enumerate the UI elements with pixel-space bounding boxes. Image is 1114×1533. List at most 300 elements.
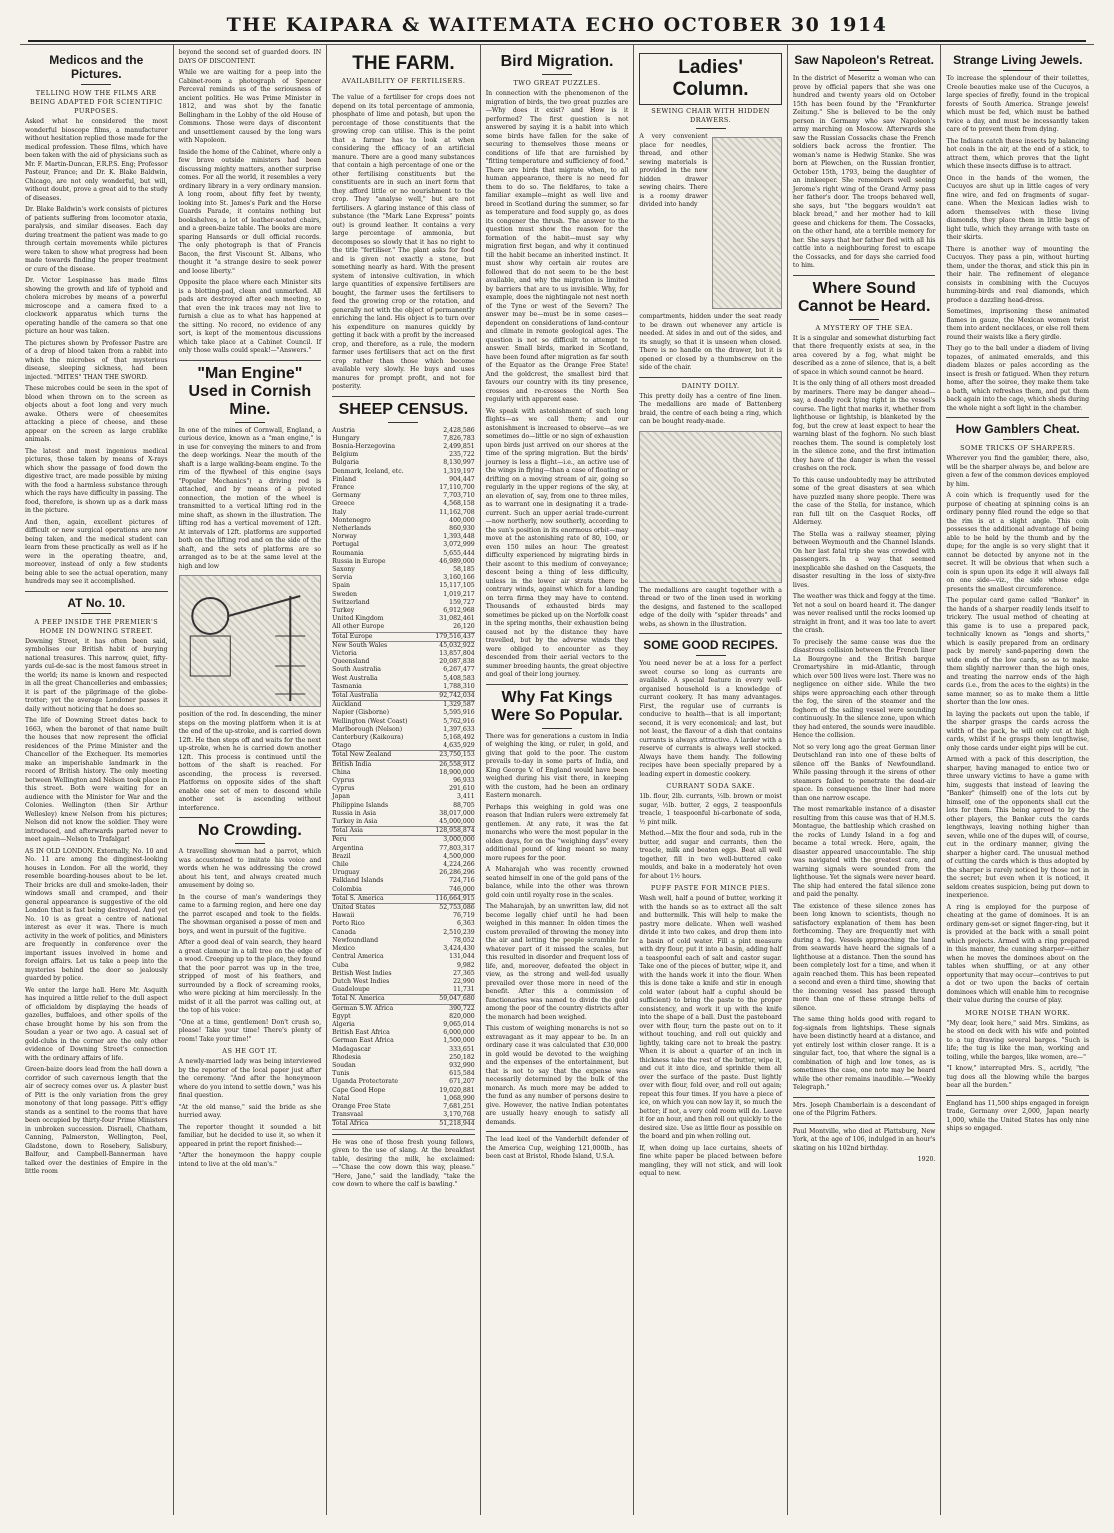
census-row (332, 666, 475, 674)
paragraph: The most remarkable instance of a disaster resulting from this cause was that of H.M.S. Montague, the battleship which crashed on the rocks of Lundy Island in a fog and became a total wreck. Here, again, the disaster appeared unaccountable. The ship was navigated with the greatest care, and warning signals were sounded from the lighthouse. Yet the signals were never heard. The ship had entered the fatal silence zone and paid the penalty. (792, 806, 936, 898)
census-country: New South Wales (332, 641, 388, 649)
census-row (332, 650, 475, 658)
subheadline: AS HE GOT IT. (222, 1047, 278, 1055)
census-country: Orange Free State (332, 1102, 391, 1110)
census-row (332, 937, 475, 945)
census-country: Italy (332, 508, 347, 516)
census-row (332, 701, 475, 710)
paragraph: In connection with the phenomenon of the migration of birds, the two great puzzles are—Why does it exist? and How is it performed? The first question is not answered by saying it is a habit into which some birds have fallen for the sake of securing to themselves those means or conditions of life that are furnished by "fitting temperature and sufficiency of food." There are birds that migrate when, to all human appearance, there is no need for them to do so. The fieldfares, to take a familiar example—might as well live and breed in Scotland during the summer, so far as temperature and food supply go, as does its congener the thrush. The answer to the question must show the reason for the formation of the habit—must say why migration first began, and why it continued till the habit became an inherited instinct. It must show why certain air routes are followed that do not seem to be the best available, and why the migration is limited by barriers that are to us invisible. Why, for example, does the nightingale not nest north of the Tyne or west of the Severn? The answer may be—must be in some cases—dependent on considerations of land-contour and climate in remote geological ages. The question is not so difficult to attempt to answer. Small birds, marked in Scotland, have been found after migration as far south of the Equator as the Orange Free State! And the goldcrest, the smallest bird that favours our country with its tiny presence, crosses and re-crosses the North Sea regularly with apparent ease. (485, 90, 629, 403)
census-country: Saxony (332, 565, 355, 573)
section-divider (486, 1131, 629, 1132)
census-country: Uganda Protectorate (332, 1078, 399, 1086)
census-country: South Australia (332, 666, 381, 674)
divider (81, 84, 111, 85)
census-value: 46,989,000 (439, 557, 475, 565)
census-row (332, 591, 475, 599)
census-row (332, 1013, 475, 1021)
paragraph: The Stella was a railway steamer, plying between Weymouth and the Channel Islands. On her last fatal trip she was crowded with passengers. In a way that seemed inexplicable she dashed on the Casquets, the disaster resulting in the loss of sixty-five lives. (792, 530, 936, 589)
census-value: 26,558,912 (439, 760, 475, 768)
census-row (332, 484, 475, 492)
paragraph: We enter the large hall. Here Mr. Asquith has inquired a little relief to the dull aspect of officialdom by displaying the heads of gazelles, buffaloes, and other spoils of the chase brought home by his son from the Soudan a year or two ago. A casual set of gold-clubs in the corner are the only other evidence of Downing Street's connection with the ordinary affairs of life. (25, 986, 168, 1062)
census-value: 1,397,633 (443, 725, 475, 733)
census-value: 5,595,916 (443, 709, 475, 717)
census-value: 1,068,990 (443, 1094, 475, 1102)
census-row (332, 861, 475, 869)
paragraph: A ring is employed for the purpose of cheating at the game of dominoes. It is an ordinary gem-set or signet finger-ring, but it is provided at the back with a small point which projects. Armed with a ring prepared in this manner, the cunning sharper—either when he moves the dominoes about on the tables when shuffling, or at any other opportunity that may occur—contrives to put a dot or two upon the backs of certain dominoes which will enable him to recognise their value during the course of play. (946, 903, 1090, 1004)
census-value: 58,185 (453, 565, 475, 573)
divider (235, 422, 265, 423)
census-total-value: 179,516,437 (426, 632, 475, 641)
subheadline: SEWING CHAIR WITH HIDDEN DRAWERS. (651, 107, 770, 124)
census-country: Bulgaria (332, 459, 359, 467)
census-country: Transvaal (332, 1111, 363, 1119)
census-country: Madagascar (332, 1045, 371, 1053)
census-value: 31,082,461 (439, 615, 475, 623)
census-row (332, 742, 475, 751)
census-value: 27,365 (453, 969, 475, 977)
census-value: 7,703,710 (443, 492, 475, 500)
paragraph: It is a singular and somewhat disturbing fact that there frequently exists at sea, in the area covered by a fog, what might be described as a zone of silence, that is, a belt of space in which sound cannot be heard. (792, 334, 936, 376)
census-country: Montenegro (332, 516, 371, 524)
divider (849, 70, 879, 71)
census-row (332, 769, 475, 777)
census-country: Japan (332, 793, 350, 801)
section-divider (486, 684, 629, 685)
census-value: 20,087,838 (439, 658, 475, 666)
paragraph: To precisely the same cause was due the disastrous collision between the French liner La Bourgoyne and the British barque Cromartyshire in mid-Atlantic, through which over 500 lives were lost. There was no negligence on either side. While the two ships were approaching each other through the fog, the siren of the steamer and the foghorn of the sailing vessel were sounding continuously. In the silence zone, upon which they had entered, the sounds were inaudible. Hence the collision. (792, 638, 936, 739)
paragraph: The latest and most ingenious medical pictures, those taken by means of X-rays which show the passage of food down the digestive tract, are made possible by mixing with the food a harmless substance through which the rays have difficulty in passing. The food, therefore, is shown up as a dark mass in the picture. (25, 447, 168, 514)
census-country: Colombia (332, 885, 362, 893)
divider (81, 613, 111, 614)
paragraph: compartments, hidden under the seat ready to be drawn out whenever any article is needed. At sides in and out of the sides, and its snugly, so that it is unseen when closed. There is no handle on the drawer, but it is opened or closed by a thumbscrew on the side of the chair. (639, 313, 782, 371)
census-value: 38,017,000 (439, 809, 475, 817)
census-country: Germany (332, 492, 361, 500)
column-5 (634, 45, 788, 1515)
census-total-value: 59,047,680 (426, 995, 475, 1004)
census-country: Russia in Asia (332, 809, 377, 817)
paragraph: beyond the second set of guarded doors. IN DAYS OF DISCONTENT. (178, 49, 322, 65)
census-value: 9,065,014 (443, 1020, 475, 1028)
subheadline: DAINTY DOILY. (681, 381, 740, 390)
census-value: 26,120 (453, 623, 475, 631)
census-value: 6,267,477 (443, 666, 475, 674)
subheadline: TWO GREAT PUZZLES. (513, 79, 601, 87)
paragraph: The pictures shown by Professor Pastre are of a drop of blood taken from a rabbit into which the microbes of that mysterious disease, sleeping sickness, had been injected. "MITES" THAN THE SWORD. (25, 339, 168, 381)
census-value: 45,032,922 (439, 641, 475, 649)
census-country: Rhodesia (332, 1053, 361, 1061)
census-value: 4,635,929 (443, 742, 475, 750)
paragraph: These microbes could be seen in the spot of blood when thrown on to the screen as objects about a foot long and very much awake. Others were of cheesemites attacking a piece of cheese, and these appear on the screen as large crablike animals. (25, 385, 168, 443)
headline-napoleon: Saw Napoleon's Retreat. (794, 53, 934, 67)
census-country: British India (332, 760, 372, 768)
census-value: 932,990 (449, 1061, 475, 1069)
census-row (332, 912, 475, 920)
census-row (332, 986, 475, 995)
paragraph: Inside the home of the Cabinet, where only a few brave outside ministers had been discussing mighty matters, another surprise comes. For all the world, it resembles a very ordinary library in a very ordinary mansion. A long room, about fifty feet by twenty, looking into St. James's Park and the Horse Guards Parade, it contains nothing but bookshelves, a lot of leather-seated chairs, and a green-baize table. The books are more sparing Hansards or dull official records. The only photograph is that of Francis Bacon, the first Viscount St. Albans, who thought it "a strange desire to seek power and loose liberty." (178, 148, 322, 275)
census-value: 671,207 (449, 1078, 475, 1086)
census-value: 88,705 (453, 801, 475, 809)
census-row (332, 658, 475, 666)
census-country: Austria (332, 426, 355, 434)
column-7 (941, 45, 1094, 1515)
census-row (332, 734, 475, 742)
paragraph: In laying the packets out upon the table, if the sharper grasps the cards across the width of the pack, he will only cut at high cards, whilst if he grasps them lengthwise, only those cards under eight pips will be cut. (946, 710, 1090, 752)
census-value: 45,000,000 (439, 818, 475, 826)
census-country: Marlborough (Nelson) (332, 725, 403, 733)
paragraph: This pretty doily has a centre of fine linen. The medallions are made of Battenberg braid, the centre of each being a ring, which can be bought ready-made. (639, 392, 782, 425)
headline-sheep-census: SHEEP CENSUS. (338, 400, 469, 418)
census-value: 13,857,804 (439, 649, 475, 657)
census-value: 96,933 (453, 777, 475, 785)
census-value: 11,731 (453, 986, 475, 994)
census-country: Canada (332, 928, 356, 936)
headline-sound: Where Sound Cannot be Heard. (797, 279, 931, 315)
census-value: 5,655,444 (443, 549, 475, 557)
census-row (332, 451, 475, 459)
census-row (332, 845, 475, 853)
census-country: Central America (332, 953, 384, 961)
census-value: 26,286,296 (439, 869, 475, 877)
census-row (332, 1070, 475, 1078)
paragraph: In the district of Meseritz a woman who can prove by official papers that she was one hundred and twenty years old on October 15th has been found by the "Frankfurter Zeitung." She is believed to be the only person in Germany who saw Napoleon's army marching on Moscow. Afterwards she saw the Russian Cossacks chase the French soldiers back across the frontier. The woman's name is Hedwig Stanke. She was born at Plewchen, on the Russian frontier, October 15th, 1793, being the daughter of an innkeeper. She remembers well seeing Jerome's right wing of the Grand Army pass her father's door. The troops behaved well, she says, but "the beggars wouldn't eat black bread," and her mother had to kill geese and chickens for them. The Cossacks, on the other hand, ate a terrible memory for her. She says that her father fled with all his cattle into a neighbouring forest to escape the Cossacks, and for days she carried food to him. (792, 75, 936, 269)
census-country: Denmark, Iceland, etc. (332, 467, 404, 475)
paragraph: Dr. Blake Baldwin's work consists of pictures of patients suffering from locomotor ataxia, paralysis, and similar diseases. Each day during treatment the patient was made to go through certain movements while pictures were taken to show what progress had been made towards finding the proper treatment or cure of the disease. (25, 206, 168, 273)
census-row (332, 1021, 475, 1029)
subheadline: TELLING HOW THE FILMS ARE BEING ADAPTED FOR SCIENTIFIC PURPOSES. (30, 89, 163, 115)
section-divider (332, 396, 475, 397)
census-row (332, 683, 475, 692)
census-value: 1,788,310 (443, 682, 475, 690)
census-country: Portugal (332, 541, 359, 549)
paragraph: AS IN OLD LONDON. Externally, No. 10 and No. 11 are among the dinginest-looking houses in London. For all the world, they resemble boarding-houses about to be let. Their bricks are dull and smoke-laden, their windows small and cramped, and their general appearance is suggestive of the old London that is fast being destroyed. And yet No. 10 is as great a centre of national interest as ever it was. There is much activity in the work of politics, and Ministers are frequently in conference over the important issues involved in home and foreign affairs. Let us take a peep into the mysteries behind the door so jealously guarded by police. (25, 847, 168, 982)
census-country: Servia (332, 574, 353, 582)
census-country: Argentina (332, 844, 364, 852)
census-value: 860,930 (449, 524, 475, 532)
census-country: Porto Rico (332, 920, 365, 928)
census-country: China (332, 768, 351, 776)
paragraph: "I know," interrupted Mrs. S., acridly, "the tug does all the blowing while the barges bear all the burden." (946, 1065, 1090, 1089)
census-country: Algeria (332, 1020, 355, 1028)
census-country: Natal (332, 1094, 350, 1102)
census-value: 9,982 (457, 961, 475, 969)
section-divider (793, 275, 936, 276)
paragraph: Downing Street, it has often been said, symbolises our British habit of burying national treasures. This narrow, quiet, fifty-yards cul-de-sac is the most famous street in the world; its name is known and respected in all the great Chancelleries and embassies; it is part of the pilgrimage of the globe-trotter; yet the average Londoner passes it daily without noticing that he does so. (25, 637, 168, 713)
paragraph: "At the old manse," said the bride as she hurried away. (178, 1103, 322, 1119)
census-country: Wellington (West Coast) (332, 717, 408, 725)
census-row (332, 970, 475, 978)
headline-the-farm: THE FARM. (352, 53, 455, 74)
census-row (332, 427, 475, 435)
subheadline: A PEEP INSIDE THE PREMIER'S HOME IN DOWNING STREET. (34, 617, 159, 635)
signature-number: 1920. (917, 1156, 936, 1163)
headline-gamblers: How Gamblers Cheat. (955, 422, 1080, 436)
census-value: 7,681,251 (443, 1102, 475, 1110)
paragraph: The existence of these silence zones has been long known to scientists, though no satisfactory explanation of them has been forthcoming. They are frequently met with during a fog. Vessels approaching the land from seawards have heard the signals of a lighthouse at a distance. Then the sound has been completely lost for a time, and when it again reached them. This has been repeated a second and even a third time, showing that the incoming vessel has passed through more than one of these strange belts of silence. (792, 902, 936, 1012)
census-row (332, 953, 475, 961)
census-row (332, 818, 475, 827)
census-country: Brazil (332, 852, 351, 860)
divider (388, 89, 418, 90)
paragraph: There is another way of mounting the Cucuyos. They pass a pin, without hurting them, under the thorax, and stick this pin in their hair. The refinement of elegance consists in combining with the Cucuyos humming-birds and real diamonds, which produce a dazzling head-dress. (946, 245, 1090, 304)
census-value: 18,900,000 (439, 768, 475, 776)
paragraph: You need never be at a loss for a perfect sweet course so long as currants are available. A special feature in every well-organised household is a knowledge of currant cookery. It has many advantages. First, the regular use of currants is conducive to health—that is all important; second, it is very economical; and last, but not least, the flavour of a dish that contains currants is always attractive. A larder with a reserve of currants is always well stocked. Always have them handy. The following recipes have been specially prepared by a leading expert in domestic cookery. (639, 660, 782, 778)
census-value: 1,329,587 (443, 701, 475, 709)
paragraph: The weather was thick and foggy at the time. Yet not a soul on board heard it. The danger was never realised until the rocks loomed up straight in front, and it was too late to avert the crash. (792, 593, 936, 634)
census-value: 333,651 (449, 1045, 475, 1053)
census-row (332, 877, 475, 885)
paragraph: Mrs. Joseph Chamberlain is a descendant of one of the Pilgrim Fathers. (792, 1101, 936, 1117)
census-country: Uruguay (332, 869, 360, 877)
census-total-label: Total Australia (332, 692, 426, 701)
census-value: 19,020,881 (439, 1086, 475, 1094)
census-value: 5,408,583 (443, 674, 475, 682)
census-row (332, 1078, 475, 1086)
divider (388, 422, 418, 423)
paragraph: The lead keel of the Vanderbilt defender of the America Cup, weighing 121,000lb., has been cast at Bristol, Rhode Island, U.S.A. (485, 1136, 629, 1160)
paragraph: Asked what he considered the most wonderful bioscope films, a manufacturer without hesitation replied those made for the medical profession. These films, which have been taken with the aid of physicians such as Mr. F. Martin-Duncan, F.R.P.S. Eng; Professor Pasteur, France; and Dr. K. Blake Baldwin, Chicago, are not only wonderful, but will, without doubt, prove a great aid to the study of diseases. (25, 118, 168, 202)
census-row (332, 574, 475, 582)
divider (235, 843, 265, 844)
census-country: Napier (Gisborne) (332, 709, 390, 717)
headline-living-jewels: Strange Living Jewels. (953, 53, 1083, 67)
census-value: 4,568,158 (443, 500, 475, 508)
census-value: 78,052 (453, 936, 475, 944)
census-country: Turkey (332, 606, 355, 614)
census-total-label: Total Europe (332, 632, 426, 641)
census-value: 4,500,000 (443, 852, 475, 860)
paragraph: position of the rod. In descending, the miner steps on the moving platform when it is at the end of the up-stroke, and is carried down 12ft. He then steps off and waits for the next up-stroke, when he is carried down another 12ft. This process is continued until the bottom of the shaft is reached. For ascending, the process is reversed. Platforms on opposite sides of the shaft enable one set of men to descend while another set is ascending without interference. (178, 711, 322, 812)
census-country: Canterbury (Kaikoura) (332, 734, 404, 742)
census-total-row (332, 632, 475, 641)
census-row (332, 1087, 475, 1095)
census-row (332, 1111, 475, 1120)
paragraph: If, when doing up lace curtains, sheets of fine white paper be placed between before mangling, they will not stick, and will look equal to new. (639, 1144, 782, 1177)
census-value: 22,990 (453, 977, 475, 985)
census-row (332, 1004, 475, 1013)
census-row (332, 718, 475, 726)
census-total-label: Total Africa (332, 1120, 426, 1129)
census-value: 250,182 (449, 1053, 475, 1061)
paragraph: There was for generations a custom in India of weighing the king, or ruler, in gold, and giving that gold to the poor. The custom prevails to-day in some parts of India, and King George V. of England would have been weighed during his visit there, in keeping with the custom, had he been an ordinary Eastern monarch. (485, 732, 629, 799)
census-row (332, 550, 475, 558)
census-value: 291,610 (449, 785, 475, 793)
census-row (332, 492, 475, 500)
census-country: German East Africa (332, 1037, 394, 1045)
section-divider (793, 1123, 936, 1124)
paragraph: "My dear, look here," said Mrs. Simkins, as he stood on deck with his wife and pointed to a tug drawing several barges. "Such is life; the tug is like the man, working and toiling, while the barges, like women, are—" (946, 1019, 1090, 1061)
paragraph: Armed with a pack of this description, the sharper, having managed to entice two or three unwary victims to have a game with him, suggests that instead of leaving the "Banker" (himself) one of the lots cut by himself, one of the opponents shall cut the lots for them. This being agreed to by the other players, the Banker cuts the cards lengthways, leaving nothing higher than seven, while one of the dupes will, of course, cut in the ordinary manner, giving the sharper a higher card. The unusual method of cutting the cards which is thus adopted by the sharper is rarely noticed by those not in the secret; but even when it is noticed, it seldom creates suspicion, being put down to inexperience. (946, 756, 1090, 899)
divider (1003, 439, 1033, 440)
headline-medicos: Medicos and the Pictures. (49, 53, 144, 81)
census-total-row (332, 894, 475, 903)
census-row (332, 760, 475, 769)
paragraph: A very convenient place for needles, thread, and other sewing materials is provided in the new hidden drawer sewing chairs. There is a roomy drawer divided into handy (639, 133, 708, 208)
census-value: 1,500,000 (443, 1037, 475, 1045)
census-row (332, 785, 475, 793)
census-country: All other Europe (332, 623, 385, 631)
section-divider (179, 360, 322, 361)
census-value: 6,000,000 (443, 1029, 475, 1037)
paragraph: After a good deal of vain search, they heard a great clamour in a tall tree on the edge of a wood. Creeping up to the place, they found that the poor parrot was up in the tree, stripped of most of his feathers, and surrounded by a flock of screaming rooks, who were picking at him mercilessly. In the midst of it all the parrot was calling out, at the top of his voice: (178, 939, 322, 1014)
census-value: 6,912,968 (443, 606, 475, 614)
census-body (332, 427, 475, 1130)
census-country: Greece (332, 500, 355, 508)
census-country: Newfoundland (332, 936, 379, 944)
census-country: Mexico (332, 945, 355, 953)
census-row (332, 886, 475, 895)
census-country: West Australia (332, 674, 378, 682)
section-divider (793, 1097, 936, 1098)
census-row (332, 500, 475, 508)
paragraph: The popular card game called "Banker" in the hands of a sharper readily lends itself to trickery. The usual method of cheating at this game is to use a prepared pack, technically known as "longs and shorts," which is easily prepared from an ordinary pack by merely sand-papering down the wide ends of the low cards, so as to make them slightly narrower than the high ones, and treating the narrow ends of the high cards (i.e., from the aces to the eights) in the same manner, so as to make them a little shorter than the low ones. (946, 597, 1090, 706)
paragraph: It is the only thing of all others most dreaded by mariners. There may be danger ahead—say, a deadly rock lying right in the vessel's course. The light that marks it, whether from lighthouse or lightship, is blanketed by the fog, but the crew at least expect to hear the warning blast of the foghorn. No such blast reaches them. The sound is completely lost in the silence zone, and the first intimation they have of the danger is when the vessel crashes on the rock. (792, 380, 936, 472)
paragraph: Sometimes, imprisoning these animated flames in gauze, the Mexican women twist them into ardent necklaces, or else roll them round their waists like a fiery girdle. (946, 308, 1090, 341)
census-row (332, 1054, 475, 1062)
census-country: Victoria (332, 649, 357, 657)
census-value: 3,072,999 (443, 541, 475, 549)
census-country: Dutch West Indies (332, 977, 390, 985)
census-country: British West Indies (332, 969, 392, 977)
census-row (332, 978, 475, 986)
paragraph: To increase the splendour of their toilettes, Creole beauties make use of the Cucuyos, a large species of firefly, found in the tropical forests of South America. Strange jewels! which must be fed, which must be bathed twice a day, and must be incessantly taken care of to prevent them from dying. (946, 75, 1090, 133)
headline-bird-migration: Bird Migration. (500, 53, 614, 70)
paragraph: They go to the ball under a diadem of living topazes, of animated emeralds, and this diadem blazes or pales according as the insect is fresh or fatigued. When they return home, after the soiree, they make them take a bath, which refreshes them, and put them back again into the cage, which sheds during the whole night a soft light in the chamber. (946, 345, 1090, 412)
headline-man-engine: "Man Engine" Used in Cornish Mine. (188, 364, 312, 418)
census-total-row (332, 1120, 475, 1129)
paragraph: A travelling showman had a parrot, which was accustomed to imitate his voice and words when he was addressing the crowd about his tent, and always created much amusement by doing so. (178, 848, 322, 889)
census-country: Belgium (332, 451, 359, 459)
census-row (332, 836, 475, 845)
divider (849, 319, 879, 320)
section-divider (25, 591, 168, 592)
census-row (332, 641, 475, 650)
columns (20, 44, 1094, 1515)
census-total-value: 128,958,874 (426, 827, 475, 836)
census-country: United Kingdom (332, 615, 384, 623)
census-row (332, 1029, 475, 1037)
paragraph: And then, again, excellent pictures of difficult or new surgical operations are now being taken, and the medical student can learn from these practically as well as if he were in the operating theatre, and, moreover, instead of only a few students being able to see the actual operation, many hundreds may see it accomplished. (25, 518, 168, 585)
census-row (332, 962, 475, 970)
column-1 (20, 45, 174, 1515)
census-row (332, 709, 475, 717)
paragraph: In the course of man's wanderings they came to a farming region, and here one day the parrot escaped and took to the fields. The showman organised a posse of men and boys, and went in pursuit of the fugitive. (178, 893, 322, 935)
census-country: Netherlands (332, 524, 372, 532)
subheadline: MORE NOISE THAN WORK. (965, 1008, 1071, 1017)
census-row (332, 904, 475, 913)
census-country: Cyprus (332, 785, 355, 793)
census-country: Bosnia-Herzegovina (332, 442, 396, 450)
column-4 (481, 45, 635, 1515)
census-total-label: Total Asia (332, 827, 426, 836)
census-row (332, 793, 475, 801)
census-row (332, 566, 475, 574)
sewing-chair-block (639, 133, 782, 313)
census-value: 820,000 (449, 1012, 475, 1020)
paragraph: "One at a time, gentlemen! Don't crush so, please! Take your time! There's plenty of room! Take your time!" (178, 1018, 322, 1043)
census-country: Falkland Islands (332, 877, 384, 885)
paragraph: The medallions are caught together with a thread or two of the linen used in working the designs, and fastened to the scalloped edge of the doily with "spider threads" and webs, as shown in the illustration. (639, 586, 782, 628)
census-total-row (332, 692, 475, 701)
paragraph: A Maharajah who was recently crowned seated himself in one of the gold pans of the balance, while into the other was thrown gold coin until royalty rose in the scales. (485, 866, 629, 899)
census-row (332, 726, 475, 734)
census-row (332, 777, 475, 785)
census-country: Chile (332, 861, 349, 869)
census-value: 8,130,997 (443, 459, 475, 467)
census-row (332, 945, 475, 953)
census-value: 1,319,197 (443, 467, 475, 475)
doily-illustration (639, 431, 782, 583)
headline-no-10: AT No. 10. (67, 595, 126, 610)
section-divider (179, 817, 322, 818)
paragraph: Once in the hands of the women, the Cucuyos are shut up in little cages of very fine wire, and fed on fragments of sugar-cane. When the Mexican ladies wish to adorn themselves with these living diamonds, they place them in little bags of light tulle, which they arrange with taste on their skirts. (946, 174, 1090, 241)
census-country: Cyprus (332, 777, 355, 785)
census-value: 159,727 (449, 598, 475, 606)
census-row (332, 623, 475, 632)
divider (542, 728, 572, 729)
paragraph: The Indians catch these insects by balancing hot coals in the air, at the end of a stick, to attract them, which proves that the light which these insects diffuse is to attract. (946, 137, 1090, 170)
census-value: 6,363 (457, 920, 475, 928)
section-divider (639, 377, 782, 378)
census-total-value: 51,218,944 (426, 1120, 475, 1129)
census-value: 1,019,217 (443, 590, 475, 598)
census-row (332, 599, 475, 607)
census-value: 390,722 (449, 1004, 475, 1012)
subheadline: PUFF PASTE FOR MINCE PIES. (650, 884, 771, 892)
paragraph: England has 11,500 ships engaged in foreign trade, Germany over 2,000, Japan nearly 1,000, while the United States has only nine ships so engaged. (946, 1099, 1090, 1132)
census-row (332, 675, 475, 683)
census-country: Switzerland (332, 598, 370, 606)
census-value: 400,000 (449, 516, 475, 524)
census-value: 15,117,105 (439, 582, 475, 590)
paragraph: The same thing holds good with regard to fog-signals from lightships. These signals have been distinctly heard at a distance, and yet entirely lost within closer range. It is a singular fact, too, that where the signal is a combination of high and low tones, as is sometimes the case, one note may be heard while the other remains inaudible.—"Weekly Telegraph." (792, 1016, 936, 1091)
census-country: Sweden (332, 590, 357, 598)
census-row (332, 929, 475, 937)
census-value: 2,510,239 (443, 928, 475, 936)
census-value: 5,762,916 (443, 717, 475, 725)
paragraph: Wash well, half a pound of butter, working it with the hands so as to extract all the salt and buttermilk. This will help to make the pastry more delicate. When well washed divide it into two cakes, and drop them into a basin of cold water. Fill a pint measure with dry flour, put it into a basin, adding half a teaspoonful each of salt and castor sugar. Take one of the pieces of butter, wipe it, and with the hands work it into the flour. When this is done take a knife and stir in enough cold water (about half a cupful should be sufficient) to bring the paste to the proper consistency, and work it up with the knife into the shape of a ball. Dust the pasteboard over with flour, turn the paste out on to it without touching, and roll out quickly and lightly, taking care not to break the pastry. When it is about a quarter of an inch in thickness take the rest of the butter, wipe it, and cut it into dice, and sprinkle them all over the surface of the paste. Dust lightly over with flour, fold over, and roll out again; repeat this four times. If you have a piece of ice, on which you can now lay it, so much the better; if not, a very cold room will do. Leave it for an hour, and then roll out quickly to the desired size. Use as little flour as possible on the board and pin when rolling out. (639, 895, 782, 1140)
census-country: Tunis (332, 1070, 350, 1078)
paragraph: The Maharajah, by an unwritten law, did not become legally chief until he had been weighed in this manner. In olden times the custom prevailed of throwing the money into the air and letting the people scramble for whatever part of it missed the scales, but this resulted in disorder and frequent loss of life, and, moreover, defeated the object in view, as the strong and well-fed usually prevailed over those more in need of the benefit. After this a commission of functionaries was named to divide the gold among the poor of the country districts after the monarch had been weighed. (485, 903, 629, 1021)
census-value: 2,499,851 (443, 442, 475, 450)
census-row (332, 802, 475, 810)
census-total-label: Total S. America (332, 894, 426, 903)
divider (542, 74, 572, 75)
census-value: 17,110,700 (439, 483, 475, 491)
census-row (332, 1062, 475, 1070)
headline-recipes: SOME GOOD RECIPES. (643, 638, 778, 652)
paragraph: Dr. Victor Lespinasse has made films showing the growth and life of typhoid and cholera microbes by means of a powerful microscope and a camera fixed to a clockwork apparatus which turns the operating handle of the camera so that one picture an hour was taken. (25, 277, 168, 335)
census-total-row (332, 827, 475, 836)
paragraph: He was one of those fresh young fellows, given to the use of slang. At the breakfast table, desiring the milk, he exclaimed:—"Chase the cow down this way, please." "Here, Jane," said the landlady, "take the cow down to where the calf is bawling." (332, 1138, 475, 1189)
census-country: France (332, 483, 355, 491)
census-row (332, 509, 475, 517)
paragraph: While we are waiting for a peep into the Cabinet-room a photograph of Spencer Perceval reminds us of the seriousness of ancient politics. He was Prime Minister in 1812, and was shot by the fanatic Bellingham in the Lobby of the old House of Commons. Those were days of discontent and unsettlement caused by the long wars with Napoleon. (178, 69, 322, 144)
column-6 (788, 45, 942, 1515)
headline-no-crowding: No Crowding. (197, 822, 302, 839)
paragraph: Perhaps this weighing in gold was one reason that Indian rulers were extremely fat gentlemen. At any rate, it was the fat monarchs who were the most popular in the olden days, for on the "weighing days" every additional pound of king meant so many more rupees for the poor. (485, 803, 629, 862)
census-row (332, 582, 475, 590)
census-country: Norway (332, 533, 357, 541)
census-country: Cape Good Hope (332, 1086, 386, 1094)
census-value: 3,000,000 (443, 836, 475, 844)
census-row (332, 1095, 475, 1103)
census-value: 4,224,266 (443, 861, 475, 869)
census-row (332, 853, 475, 861)
paragraph: 1lb. flour, 2lb. currants, ½lb. brown or moist sugar, ½lb. butter, 2 eggs, 2 teaspoonfuls treacle, 1 teaspoonful bi-carbonate of soda, ½ pint milk. (639, 793, 782, 826)
census-row (332, 525, 475, 533)
column-3 (327, 45, 481, 1515)
paragraph: Method.—Mix the flour and soda, rub in the butter, add sugar and currants, then the treacle, milk and beaten eggs. Beat all well together, fill in two well-buttered cake moulds, and bake in a moderately hot oven for about 1½ hours. (639, 830, 782, 880)
